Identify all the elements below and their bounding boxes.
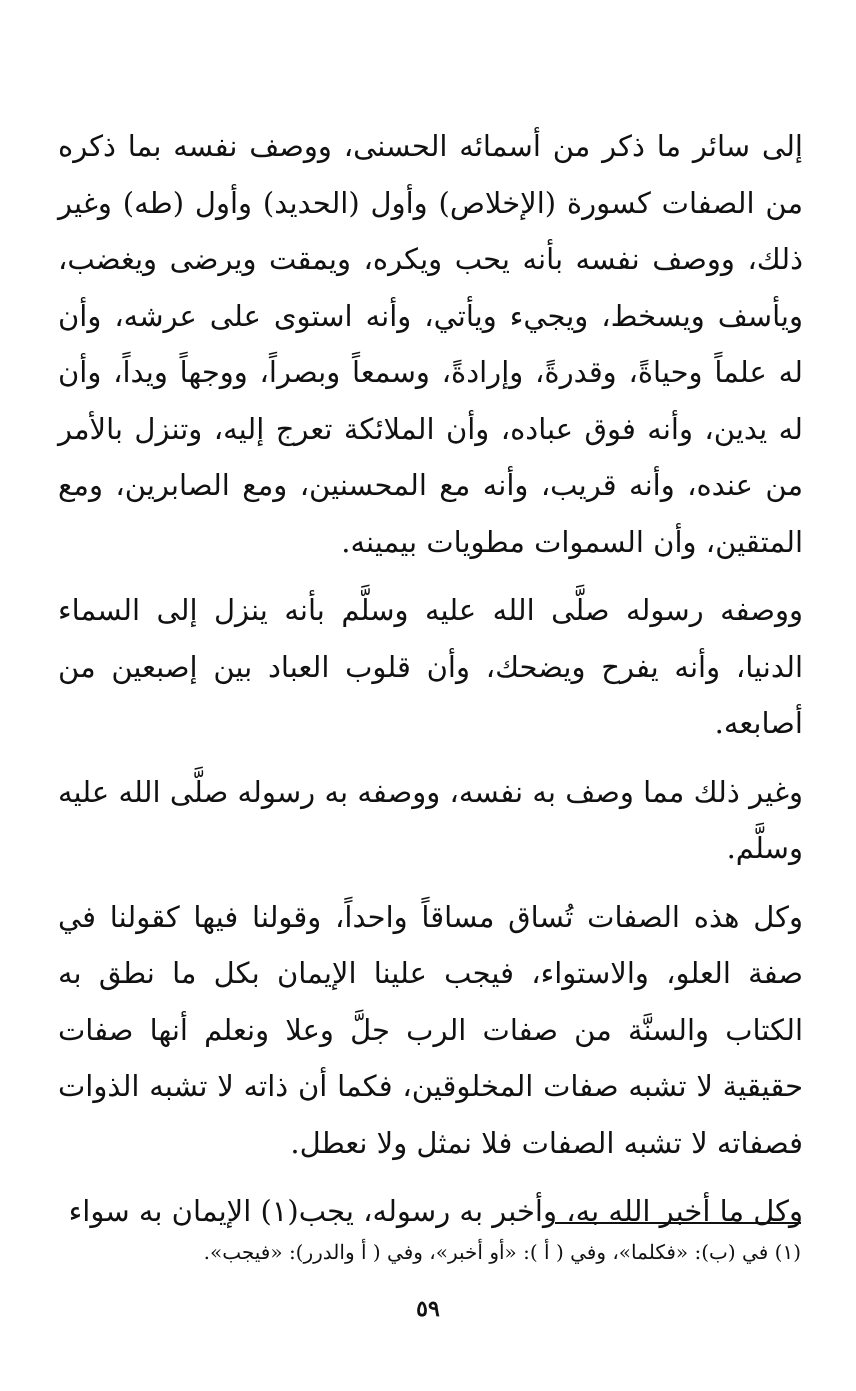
paragraph: وكل هذه الصفات تُساق مساقاً واحداً، وقولنا فيها كقولنا في صفة العلو، والاستواء، فيجب علينا الإيمان بكل ما نطق به الكتاب والسنَّة من صفات الرب جلَّ وعلا ونعلم أنها صفات حقيقية لا تشبه صفات المخلوقين، فكما أن ذاته لا تشبه الذوات فصفاته لا تشبه الصفات فلا نمثل ولا نعطل. bbox=[58, 899, 803, 1160]
footnote-divider bbox=[555, 1222, 801, 1224]
paragraph: وغير ذلك مما وصف به نفسه، ووصفه به رسوله صلَّى الله عليه وسلَّم. bbox=[58, 774, 803, 865]
paragraph: إلى سائر ما ذكر من أسمائه الحسنى، ووصف نفسه بما ذكره من الصفات كسورة (الإخلاص) وأول (الحديد) وأول (طه) وغير ذلك، ووصف نفسه بأنه يحب ويكره، ويمقت ويرضى ويغضب، ويأسف ويسخط، ويجيء ويأتي، وأنه استوى على عرشه، وأن له علماً وحياةً، وقدرةً، وإرادةً، وسمعاً وبصراً، ووجهاً ويداً، وأن له يدين، وأنه فوق عباده، وأن الملائكة تعرج إليه، وتنزل بالأمر من عنده، وأنه قريب، وأنه مع المحسنين، ومع الصابرين، ومع المتقين، وأن السموات مطويات بيمينه. bbox=[58, 129, 803, 559]
paragraph: ووصفه رسوله صلَّى الله عليه وسلَّم بأنه ينزل إلى السماء الدنيا، وأنه يفرح ويضحك، وأن قلوب العباد بين إصبعين من أصابعه. bbox=[58, 593, 803, 740]
page-number: ٥٩ bbox=[416, 1296, 440, 1322]
page-body bbox=[58, 118, 803, 1240]
footnote: (١) في (ب): «فكلما»، وفي ( أ ): «أو أخبر»، وفي ( أ والدرر): «فيجب». bbox=[203, 1240, 801, 1264]
paragraph: وكل ما أخبر الله به، وأخبر به رسوله، يجب(١) الإيمان به سواء bbox=[68, 1194, 803, 1228]
